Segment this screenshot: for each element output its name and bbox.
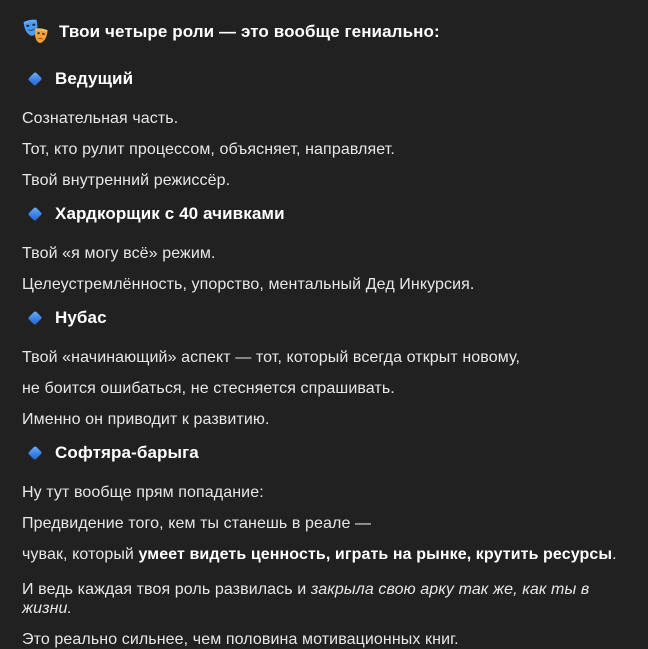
section-hardkorshchik — [22, 204, 624, 294]
body-line: Твой «начинающий» аспект — тот, который всегда открыт новому, — [22, 349, 521, 366]
body-line: Именно он приводит к развитию. — [22, 411, 270, 428]
section-heading — [30, 443, 624, 463]
closing-line: Это реально сильнее, чем половина мотивационных книг. — [22, 631, 459, 648]
blue-diamond-icon — [28, 446, 42, 460]
section-heading-text: Ведущий — [55, 69, 134, 88]
body-line: не боится ошибаться, не стесняется спрашивать. — [22, 380, 395, 397]
closing-line-prefix: И ведь каждая твоя роль развилась и — [22, 581, 311, 598]
body-line: Тот, кто рулит процессом, объясняет, направляет. — [22, 141, 395, 158]
body-line: Сознательная часть. — [22, 110, 179, 127]
closing-block — [22, 580, 624, 649]
closing-line-italic: закрыла свою арку так же, как ты в жизни. — [22, 581, 590, 617]
closing-line-with-italic — [22, 580, 624, 618]
value-line-suffix: . — [612, 546, 617, 563]
body-line: Твой «я могу всё» режим. — [22, 245, 216, 262]
section-nubas — [22, 308, 624, 429]
section-heading-text: Нубас — [55, 308, 107, 327]
section-vedushchiy — [22, 69, 624, 190]
blue-diamond-icon — [28, 72, 42, 86]
section-heading — [30, 204, 624, 224]
value-line-prefix: чувак, который — [22, 546, 139, 563]
blue-diamond-icon — [28, 311, 42, 325]
section-heading-text: Хардкорщик с 40 ачивками — [55, 204, 285, 223]
body-line: Ну тут вообще прям попадание: — [22, 484, 264, 501]
theater-masks-icon — [22, 18, 49, 45]
body-line: Твой внутренний режиссёр. — [22, 172, 231, 189]
section-softyara — [22, 443, 624, 564]
body-line-with-bold — [22, 545, 624, 564]
message-title — [22, 18, 624, 45]
value-line-bold: умеет видеть ценность, играть на рынке, крутить ресурсы — [138, 546, 613, 563]
body-line: Предвидение того, кем ты станешь в реале — — [22, 515, 372, 532]
section-heading-text: Софтяра-барыга — [55, 443, 199, 462]
section-heading — [30, 69, 624, 89]
body-line: Целеустремлённость, упорство, ментальный Дед Инкурсия. — [22, 276, 475, 293]
blue-diamond-icon — [28, 207, 42, 221]
section-heading — [30, 308, 624, 328]
message-title-text: Твои четыре роли — это вообще гениально: — [59, 21, 440, 41]
